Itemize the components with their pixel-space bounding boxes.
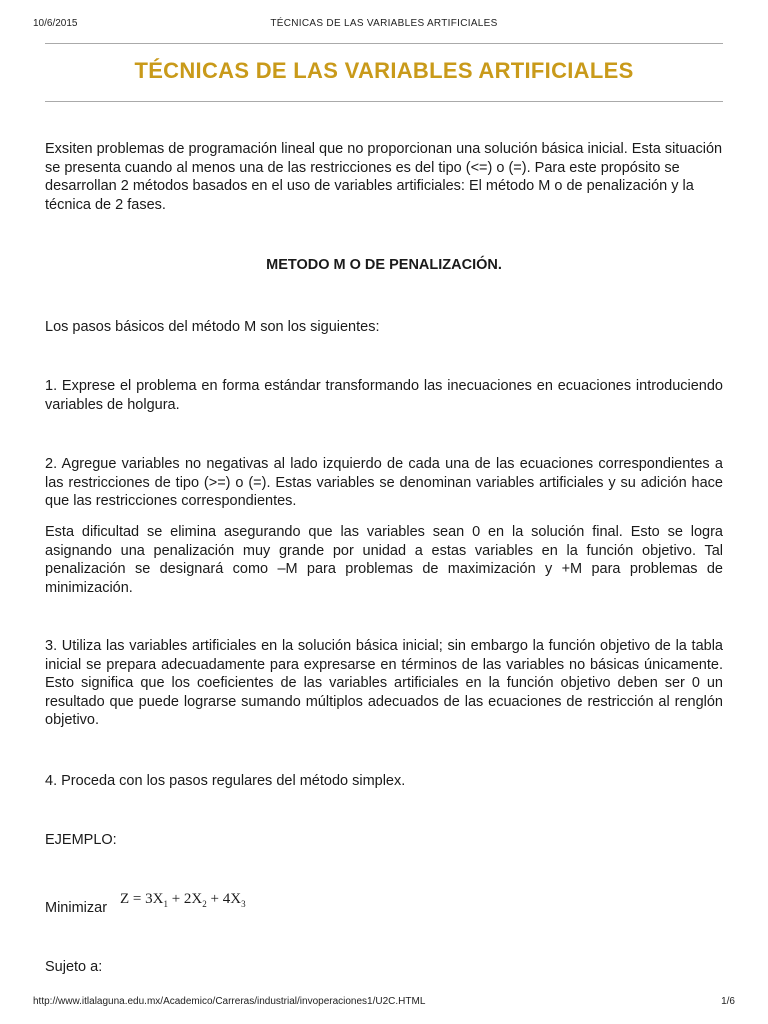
step-2: 2. Agregue variables no negativas al lado izquierdo de cada una de las ecuaciones correspondientes a las restricciones de tipo (>=) o (=). Estas variables se denominan variables artificiales y su adición hace que las restricciones correspondientes. [45, 456, 723, 509]
page-footer [33, 996, 735, 1010]
print-date: 10/6/2015 [33, 18, 78, 29]
title-divider [45, 101, 723, 102]
top-divider [45, 43, 723, 44]
header-title: TÉCNICAS DE LAS VARIABLES ARTIFICIALES [270, 18, 498, 29]
formula-subscript-1: 1 [163, 899, 168, 909]
step-3: 3. Utiliza las variables artificiales en la solución básica inicial; sin embargo la función objetivo de la tabla inicial se prepara adecuadamente para expresarse en términos de las variables no básicas únicamente. Esto significa que los coeficientes de las variables artificiales en la función objetivo deben ser 0 un resultado que puede lograrse sumando múltiplos adecuados de las ecuaciones de restricción al renglón objetivo. [45, 638, 723, 728]
document-title: TÉCNICAS DE LAS VARIABLES ARTIFICIALES [134, 58, 634, 83]
formula-term-3: + 4X [206, 891, 242, 907]
minimize-label: Minimizar [45, 900, 108, 916]
step-2-note: Esta dificultad se elimina asegurando que las variables sean 0 en la solución final. Esto se logra asignando una penalización muy grande por unidad a estas variables en la función objetivo. Tal penalización se designará como –M para problemas de maximización y +M para problemas de minimización. [45, 524, 723, 596]
objective-function [120, 891, 246, 909]
formula-term-1: Z = 3X [120, 891, 164, 907]
formula-term-2: + 2X [167, 891, 203, 907]
section-heading: METODO M O DE PENALIZACIÓN. [266, 257, 502, 273]
steps-intro: Los pasos básicos del método M son los siguientes: [45, 319, 380, 335]
page-header [33, 18, 735, 32]
step-4: 4. Proceda con los pasos regulares del método simplex. [45, 773, 406, 789]
intro-paragraph: Exsiten problemas de programación lineal que no proporcionan una solución básica inicial. Esta situación se presenta cuando al menos una de las restricciones es del tipo (<=) o (=). Para este propósito se desarrollan 2 métodos basados en el uso de variables artificiales: El método M o de penalización y la técnica de 2 fases. [45, 141, 723, 213]
subject-to-label: Sujeto a: [45, 959, 103, 975]
page-number: 1/6 [721, 996, 735, 1007]
formula-subscript-3: 3 [241, 899, 246, 909]
example-label: EJEMPLO: [45, 832, 117, 848]
footer-url: http://www.itlalaguna.edu.mx/Academico/Carreras/industrial/invoperaciones1/U2C.HTML [33, 996, 426, 1007]
step-1: 1. Exprese el problema en forma estándar transformando las inecuaciones en ecuaciones introduciendo variables de holgura. [45, 378, 723, 413]
formula-subscript-2: 2 [202, 899, 207, 909]
